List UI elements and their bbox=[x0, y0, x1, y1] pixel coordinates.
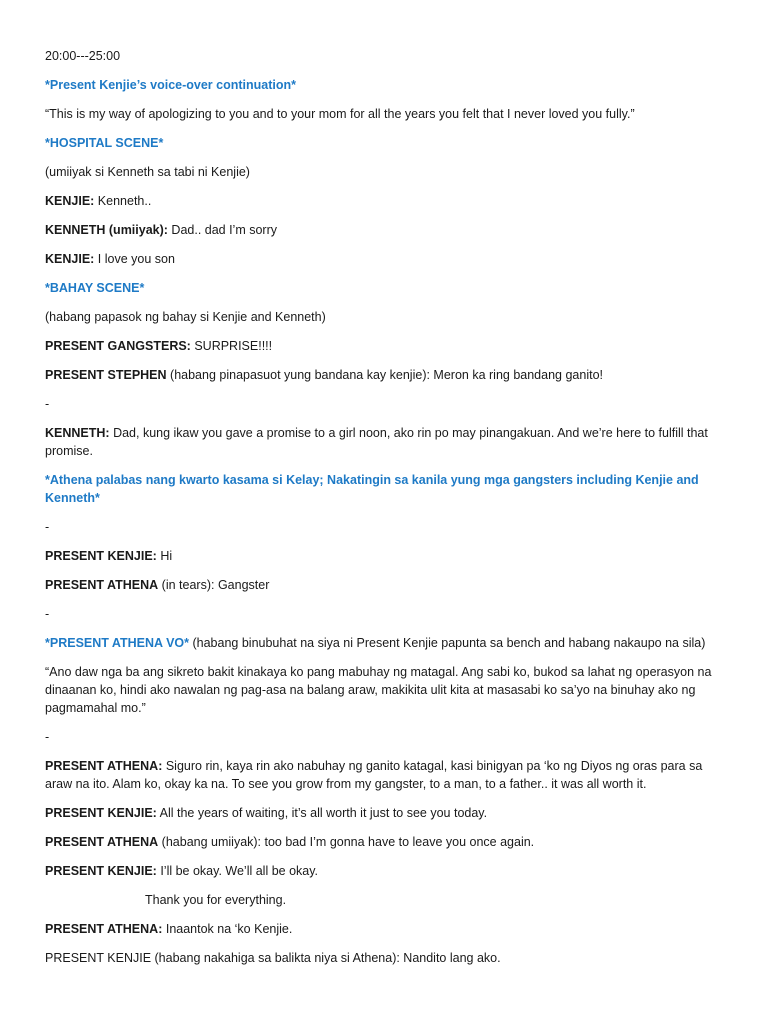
line-text: Inaantok na ‘ko Kenjie. bbox=[162, 922, 293, 936]
line-text: Dad.. dad I’m sorry bbox=[167, 223, 278, 237]
dialogue-line bbox=[45, 250, 723, 268]
separator bbox=[45, 728, 723, 746]
dialogue-line bbox=[45, 547, 723, 565]
script-line bbox=[45, 634, 723, 652]
dialogue-line bbox=[45, 337, 723, 355]
line-text: - bbox=[45, 520, 50, 534]
line-text: Kenneth.. bbox=[94, 194, 152, 208]
line-text: PRESENT KENJIE (habang nakahiga sa balikta niya si Athena): Nandito lang ako. bbox=[45, 951, 501, 965]
line-text: (umiiyak si Kenneth sa tabi ni Kenjie) bbox=[45, 165, 250, 179]
speaker-name: KENNETH: bbox=[45, 426, 110, 440]
scene-heading: *BAHAY SCENE* bbox=[45, 281, 145, 295]
script-line bbox=[45, 163, 723, 181]
line-text: I’ll be okay. We’ll all be okay. bbox=[156, 864, 319, 878]
script-body bbox=[45, 76, 723, 967]
line-text: - bbox=[45, 397, 50, 411]
line-text: - bbox=[45, 607, 50, 621]
script-line bbox=[45, 949, 723, 967]
speaker-name: PRESENT KENJIE: bbox=[45, 549, 157, 563]
dialogue-line bbox=[45, 424, 723, 460]
speaker-name: KENNETH (umiiyak): bbox=[45, 223, 168, 237]
dialogue-line bbox=[45, 576, 723, 594]
dialogue-line bbox=[45, 862, 723, 880]
line-text: “Ano daw nga ba ang sikreto bakit kinakaya ko pang mabuhay ng matagal. Ang sabi ko, bukod sa lahat ng operasyon na dinaanan ko, hindi ako nawalan ng pag-asa na balang araw, makikita ulit kita at masasabi ko sa’yo na binuhay ako ng pagmamahal mo.” bbox=[45, 665, 712, 715]
separator bbox=[45, 395, 723, 413]
scene-heading: *HOSPITAL SCENE* bbox=[45, 136, 164, 150]
line-text: (habang umiiyak): too bad I’m gonna have to leave you once again. bbox=[158, 835, 535, 849]
script-line bbox=[45, 308, 723, 326]
line-text: Thank you for everything. bbox=[145, 893, 287, 907]
separator bbox=[45, 605, 723, 623]
speaker-name: PRESENT STEPHEN bbox=[45, 368, 167, 382]
script-line bbox=[45, 105, 723, 123]
speaker-name: PRESENT ATHENA bbox=[45, 835, 159, 849]
separator bbox=[45, 518, 723, 536]
dialogue-line bbox=[45, 221, 723, 239]
line-text: (habang papasok ng bahay si Kenjie and Kenneth) bbox=[45, 310, 326, 324]
speaker-name: KENJIE: bbox=[45, 194, 95, 208]
dialogue-line bbox=[45, 192, 723, 210]
script-line bbox=[45, 891, 723, 909]
dialogue-line bbox=[45, 757, 723, 793]
line-text: Siguro rin, kaya rin ako nabuhay ng ganito katagal, kasi binigyan pa ‘ko ng Diyos ng oras para sa araw na ito. Alam ko, okay ka na. To see you grow from my gangster, to a man, to a father.. it was all worth it. bbox=[45, 759, 703, 791]
line-text: Dad, kung ikaw you gave a promise to a girl noon, ako rin po may pinangakuan. And we’re here to fulfill that promise. bbox=[45, 426, 708, 458]
speaker-name: PRESENT GANGSTERS: bbox=[45, 339, 191, 353]
dialogue-line bbox=[45, 833, 723, 851]
speaker-name: KENJIE: bbox=[45, 252, 95, 266]
line-text: - bbox=[45, 730, 50, 744]
line-text: Hi bbox=[156, 549, 173, 563]
line-text: (in tears): Gangster bbox=[158, 578, 270, 592]
script-line bbox=[45, 663, 723, 717]
line-text: I love you son bbox=[94, 252, 175, 266]
line-text: (habang pinapasuot yung bandana kay kenjie): Meron ka ring bandang ganito! bbox=[166, 368, 603, 382]
speaker-name: PRESENT ATHENA: bbox=[45, 922, 163, 936]
line-text: (habang binubuhat na siya ni Present Kenjie papunta sa bench and habang nakaupo na sila) bbox=[189, 636, 706, 650]
timecode: 20:00---25:00 bbox=[45, 49, 121, 63]
dialogue-line bbox=[45, 366, 723, 384]
line-text: All the years of waiting, it’s all worth it just to see you today. bbox=[156, 806, 488, 820]
speaker-name: PRESENT KENJIE: bbox=[45, 806, 157, 820]
dialogue-line bbox=[45, 920, 723, 938]
dialogue-line bbox=[45, 804, 723, 822]
scene-heading: *Athena palabas nang kwarto kasama si Kelay; Nakatingin sa kanila yung mga gangsters including Kenjie and Kenneth* bbox=[45, 473, 699, 505]
speaker-name: PRESENT ATHENA bbox=[45, 578, 159, 592]
line-text: SURPRISE!!!! bbox=[190, 339, 273, 353]
scene-heading: *Present Kenjie’s voice-over continuation* bbox=[45, 78, 296, 92]
speaker-name: PRESENT ATHENA: bbox=[45, 759, 163, 773]
speaker-name: PRESENT KENJIE: bbox=[45, 864, 157, 878]
line-text: “This is my way of apologizing to you and to your mom for all the years you felt that I never loved you fully.” bbox=[45, 107, 635, 121]
voice-over-heading: *PRESENT ATHENA VO* bbox=[45, 636, 190, 650]
